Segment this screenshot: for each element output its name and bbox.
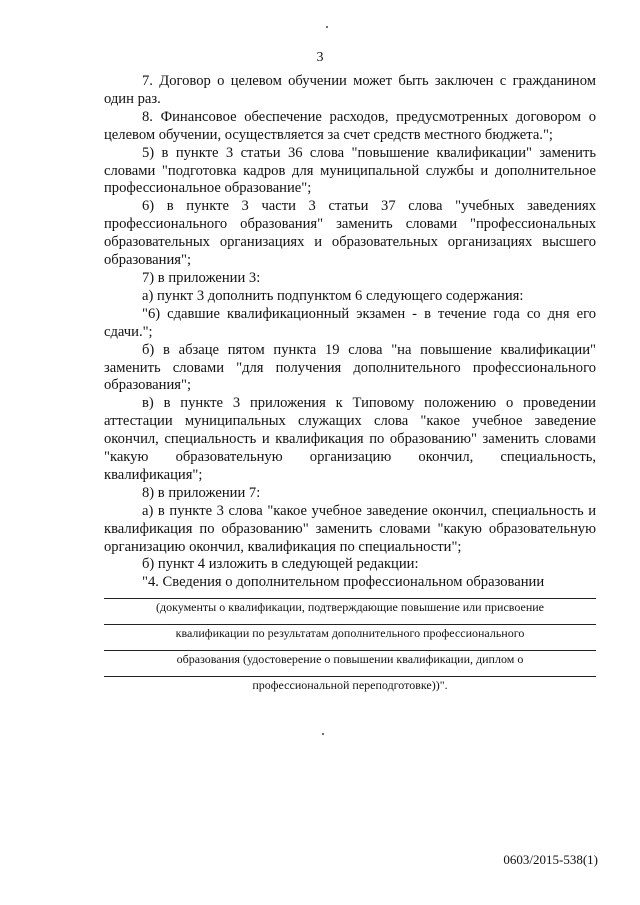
form-fill-section xyxy=(104,598,596,702)
paragraph: б) в абзаце пятом пункта 19 слова "на повышение квалификации" заменить словами "для получения дополнительного профессионального образования"; xyxy=(104,341,596,394)
paragraph: 5) в пункте 3 статьи 36 слова "повышение квалификации" заменить словами "подготовка кадров для муниципальной службы и дополнительное профессиональное образование"; xyxy=(104,144,596,197)
form-caption: профессиональной переподготовке))". xyxy=(252,678,448,692)
paragraph: 6) в пункте 3 части 3 статьи 37 слова "учебных заведениях профессионального образования" заменить словами "профессиональных образовательных организациях и образовательных организациях высшего образования"; xyxy=(104,198,596,269)
document-code: 0603/2015-538(1) xyxy=(503,852,598,867)
form-caption: (документы о квалификации, подтверждающие повышение или присвоение xyxy=(155,600,544,614)
paragraph: "6) сдавшие квалификационный экзамен - в течение года со дня его сдачи."; xyxy=(104,305,596,340)
scan-speck xyxy=(322,733,324,735)
paragraph: а) в пункте 3 слова "какое учебное заведение окончил, специальность и квалификация по образованию" заменить словами "какую образовательную организацию окончил, квалификация по специальности"; xyxy=(104,502,596,555)
blank-line xyxy=(104,624,596,625)
scan-speck xyxy=(326,26,328,28)
paragraph: 8. Финансовое обеспечение расходов, предусмотренных договором о целевом обучении, осуществляется за счет средств местного бюджета."; xyxy=(104,108,596,143)
blank-line xyxy=(104,598,596,599)
paragraph: в) в пункте 3 приложения к Типовому положению о проведении аттестации муниципальных служащих слова "какое учебное заведение окончил, специальность и квалификация по образованию" заменить словами "какую образовательную организацию окончил, специальность, квалификация"; xyxy=(104,395,596,483)
page-number: 3 xyxy=(316,50,324,65)
paragraph: 7) в приложении 3: xyxy=(142,269,261,286)
blank-line xyxy=(104,650,596,651)
form-caption: образования (удостоверение о повышении квалификации, диплом о xyxy=(176,652,524,666)
form-caption: квалификации по результатам дополнительного профессионального xyxy=(175,626,525,640)
blank-line xyxy=(104,676,596,677)
paragraph: а) пункт 3 дополнить подпунктом 6 следующего содержания: xyxy=(142,287,524,304)
paragraph: 8) в приложении 7: xyxy=(142,484,261,501)
paragraph: б) пункт 4 изложить в следующей редакции: xyxy=(142,556,419,573)
document-body xyxy=(104,73,596,592)
paragraph: 7. Договор о целевом обучении может быть заключен с гражданином один раз. xyxy=(104,73,596,107)
paragraph: "4. Сведения о дополнительном профессиональном образовании xyxy=(142,574,545,591)
